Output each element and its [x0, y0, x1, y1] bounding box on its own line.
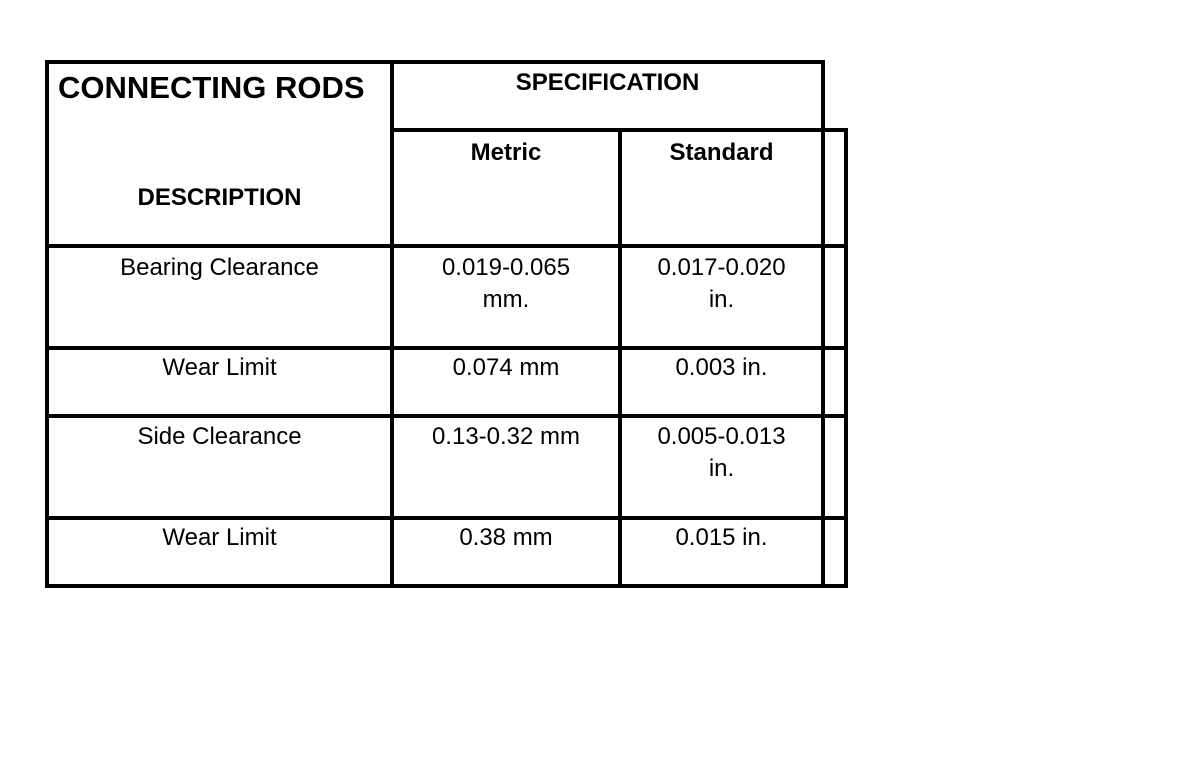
- row-1-metric: 0.019-0.065 mm.: [441, 254, 571, 313]
- row-1-standard: 0.017-0.020 in.: [657, 254, 786, 313]
- row-2-description: Wear Limit: [162, 354, 277, 381]
- row-4-standard: 0.015 in.: [675, 524, 768, 551]
- standard-header: Standard: [669, 139, 774, 166]
- description-header: DESCRIPTION: [137, 184, 302, 211]
- row-rule-1: [45, 346, 848, 350]
- row-4-metric: 0.38 mm: [459, 524, 553, 551]
- row-rule-2: [45, 414, 848, 418]
- spec-right-rule: [821, 60, 825, 588]
- row-rule-3: [45, 516, 848, 520]
- metric-header: Metric: [470, 139, 542, 166]
- table-border-right: [844, 128, 848, 588]
- row-4-description: Wear Limit: [162, 524, 277, 551]
- table-title: CONNECTING RODS: [58, 70, 365, 105]
- row-3-standard: 0.005-0.013 in.: [657, 423, 786, 482]
- row-2-metric: 0.074 mm: [452, 354, 560, 381]
- table-border-bottom: [45, 584, 848, 588]
- specification-header: SPECIFICATION: [515, 69, 700, 96]
- table-border-left: [45, 60, 49, 588]
- row-1-description: Bearing Clearance: [120, 254, 319, 281]
- table-border-top: [45, 60, 825, 64]
- row-2-standard: 0.003 in.: [675, 354, 768, 381]
- row-3-metric: 0.13-0.32 mm: [431, 423, 581, 450]
- row-3-description: Side Clearance: [137, 423, 302, 450]
- header-bottom-rule: [45, 244, 848, 248]
